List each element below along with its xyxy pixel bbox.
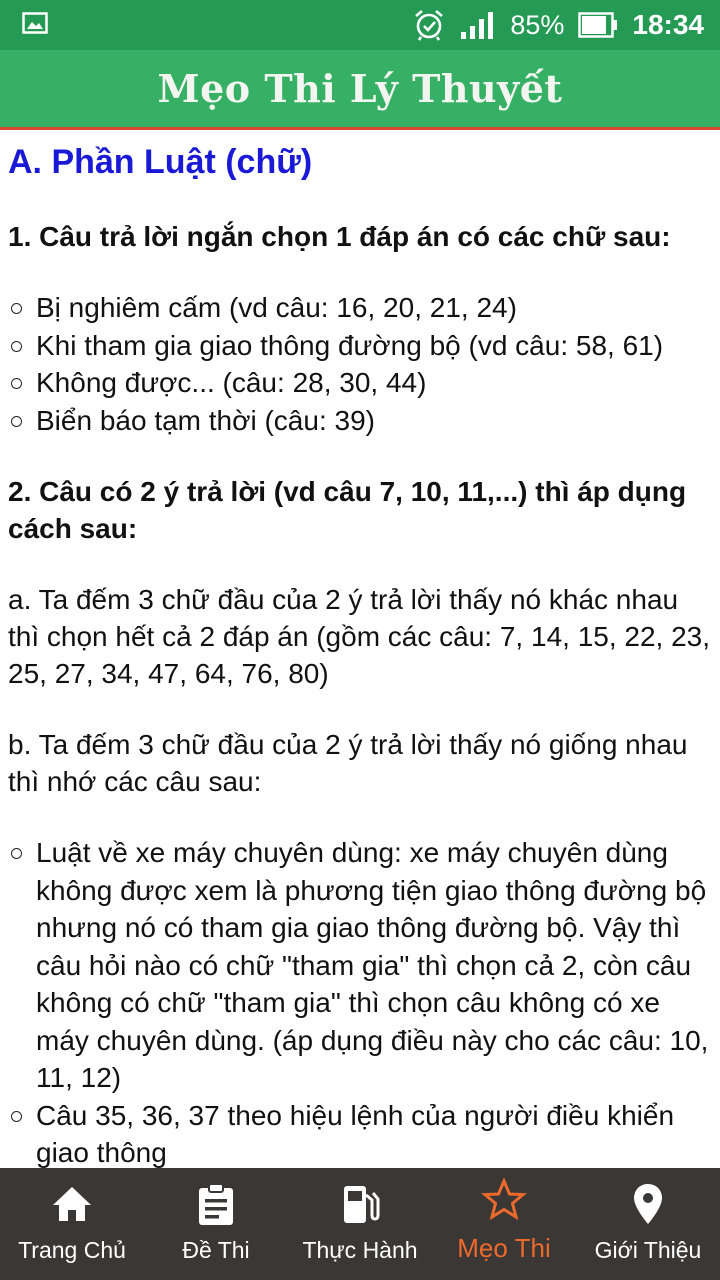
clipboard-icon bbox=[193, 1181, 239, 1227]
paragraph-a: a. Ta đếm 3 chữ đầu của 2 ý trả lời thấy nó khác nhau thì chọn hết cả 2 đáp án (gồm các câu: 7, 14, 15, 22, 23, 25, 27, 34, 47, 64, 76, 80) bbox=[8, 584, 711, 689]
list-1 bbox=[8, 289, 712, 439]
battery-icon bbox=[578, 12, 618, 38]
list-item: Biển báo tạm thời (câu: 39) bbox=[8, 402, 712, 440]
gallery-icon bbox=[22, 12, 48, 34]
section-title: A. Phần Luật (chữ) bbox=[8, 143, 313, 181]
fuel-pump-icon bbox=[337, 1181, 383, 1227]
list-item: Câu 35, 36, 37 theo hiệu lệnh của người điều khiển giao thông bbox=[8, 1097, 712, 1169]
nav-item-about[interactable] bbox=[576, 1168, 720, 1280]
nav-label: Đề Thi bbox=[182, 1237, 250, 1263]
status-bar bbox=[0, 0, 720, 50]
list-item: Không được... (câu: 28, 30, 44) bbox=[8, 364, 712, 402]
list-item: Khi tham gia giao thông đường bộ (vd câu: 58, 61) bbox=[8, 327, 712, 365]
heading-2: 2. Câu có 2 ý trả lời (vd câu 7, 10, 11,...) thì áp dụng cách sau: bbox=[8, 476, 687, 544]
nav-label: Thực Hành bbox=[302, 1237, 418, 1263]
heading-1: 1. Câu trả lời ngắn chọn 1 đáp án có các chữ sau: bbox=[8, 221, 671, 252]
nav-item-exam[interactable] bbox=[144, 1168, 288, 1280]
page-title: Mẹo Thi Lý Thuyết bbox=[157, 66, 563, 111]
nav-item-home[interactable] bbox=[0, 1168, 144, 1280]
nav-label: Trang Chủ bbox=[18, 1237, 126, 1263]
app-bar bbox=[0, 50, 720, 130]
home-icon bbox=[49, 1181, 95, 1227]
nav-label: Mẹo Thi bbox=[457, 1233, 551, 1263]
signal-icon bbox=[460, 10, 496, 40]
list-item: Luật về xe máy chuyên dùng: xe máy chuyên dùng không được xem là phương tiện giao thông đường bộ nhưng nó có tham gia giao thông đường bộ. Vậy thì câu hỏi nào có chữ "tham gia" thì chọn cả 2, còn câu không có chữ "tham gia" thì chọn câu không có xe máy chuyên dùng. (áp dụng điều này cho các câu: 10, 11, 12) bbox=[8, 834, 712, 1097]
nav-item-practice[interactable] bbox=[288, 1168, 432, 1280]
location-pin-icon bbox=[625, 1181, 671, 1227]
clock: 18:34 bbox=[632, 9, 704, 40]
list-item: Bị nghiêm cấm (vd câu: 16, 20, 21, 24) bbox=[8, 289, 712, 327]
nav-label: Giới Thiệu bbox=[594, 1237, 702, 1263]
bottom-nav bbox=[0, 1168, 720, 1280]
alarm-icon bbox=[412, 8, 446, 42]
list-2 bbox=[8, 834, 712, 1168]
star-icon bbox=[481, 1177, 527, 1223]
tips-content[interactable] bbox=[0, 132, 720, 1168]
paragraph-b: b. Ta đếm 3 chữ đầu của 2 ý trả lời thấy nó giống nhau thì nhớ các câu sau: bbox=[8, 729, 688, 797]
nav-item-tips[interactable] bbox=[432, 1168, 576, 1280]
battery-percent: 85% bbox=[510, 9, 565, 40]
